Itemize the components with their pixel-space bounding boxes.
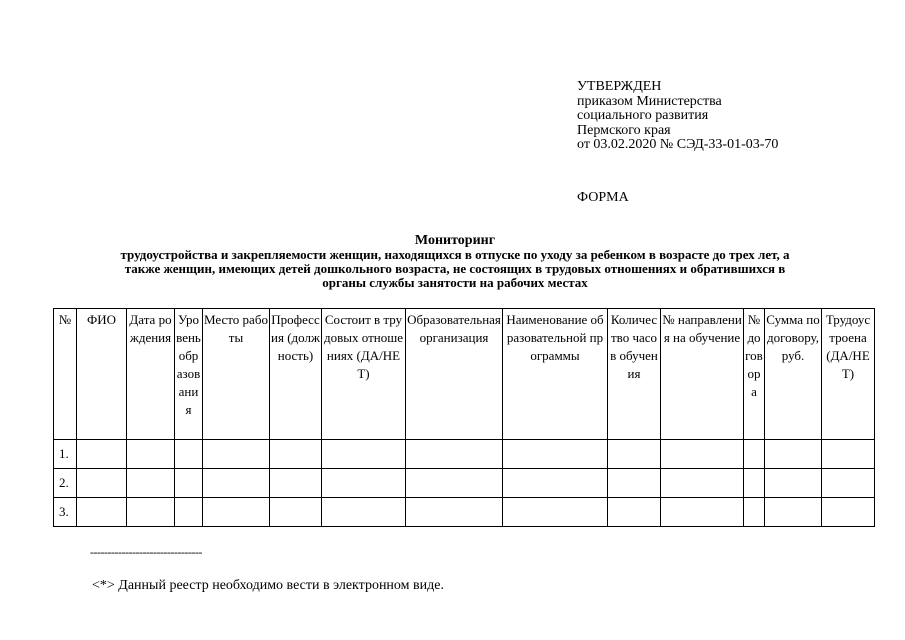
col-header-referral-number: № направления на обучение — [661, 309, 744, 440]
table-cell — [127, 440, 175, 469]
table-cell — [822, 469, 875, 498]
approval-block — [577, 80, 778, 153]
title-line-1: трудоустройства и закрепляемости женщин, находящихся в отпуске по уходу за ребенком в возрасте до трех лет, а — [120, 247, 790, 262]
table-cell — [744, 440, 765, 469]
table-cell — [608, 440, 661, 469]
table-cell — [661, 440, 744, 469]
table-cell — [175, 440, 203, 469]
row-number: 2. — [54, 469, 77, 498]
table-cell — [503, 498, 608, 527]
col-header-hours: Количество часов обучения — [608, 309, 661, 440]
table-cell — [765, 440, 822, 469]
table-cell — [322, 440, 406, 469]
footnote-text: <*> Данный реестр необходимо вести в электронном виде. — [92, 578, 444, 593]
table-row — [54, 469, 875, 498]
col-header-profession: Профессия (должность) — [270, 309, 322, 440]
table-cell — [822, 498, 875, 527]
col-header-program-name: Наименование образовательной программы — [503, 309, 608, 440]
col-header-workplace: Место работы — [203, 309, 270, 440]
title-line-2: также женщин, имеющих детей дошкольного возраста, не состоящих в трудовых отношениях и обратившихся в — [124, 261, 786, 276]
col-header-birth-date: Дата рождения — [127, 309, 175, 440]
monitoring-table — [53, 308, 875, 527]
table-cell — [77, 440, 127, 469]
approval-ministry-line: социального развития — [577, 108, 709, 123]
table-cell — [127, 469, 175, 498]
table-cell — [406, 498, 503, 527]
form-label: ФОРМА — [577, 190, 629, 205]
row-number: 3. — [54, 498, 77, 527]
table-cell — [175, 498, 203, 527]
table-cell — [661, 469, 744, 498]
table-cell — [270, 440, 322, 469]
table-cell — [77, 469, 127, 498]
table-cell — [203, 498, 270, 527]
col-header-fio: ФИО — [77, 309, 127, 440]
table-cell — [744, 469, 765, 498]
col-header-number: № — [54, 309, 77, 440]
table-cell — [765, 469, 822, 498]
table-cell — [608, 498, 661, 527]
col-header-education-level: Уровень образования — [175, 309, 203, 440]
table-cell — [765, 498, 822, 527]
table-cell — [322, 469, 406, 498]
document-title — [40, 234, 870, 290]
title-line-3: органы службы занятости на рабочих местах — [322, 275, 588, 290]
table-cell — [822, 440, 875, 469]
table-cell — [503, 469, 608, 498]
table-header-row — [54, 309, 875, 440]
table-cell — [203, 440, 270, 469]
approval-date-number: от 03.02.2020 № СЭД-33-01-03-70 — [577, 137, 779, 152]
table-row — [54, 498, 875, 527]
approval-order-line: приказом Министерства — [577, 93, 722, 109]
col-header-employed: Состоит в трудовых отношениях (ДА/НЕТ) — [322, 309, 406, 440]
col-header-employed-after: Трудоустроена (ДА/НЕТ) — [822, 309, 875, 440]
row-number: 1. — [54, 440, 77, 469]
table-cell — [322, 498, 406, 527]
col-header-contract-number: № договора — [744, 309, 765, 440]
table-cell — [203, 469, 270, 498]
title-heading: Мониторинг — [414, 233, 496, 248]
table-cell — [270, 469, 322, 498]
table-cell — [175, 469, 203, 498]
table-row — [54, 440, 875, 469]
approval-title: УТВЕРЖДЕН — [577, 79, 662, 94]
table-cell — [77, 498, 127, 527]
table-cell — [661, 498, 744, 527]
table-cell — [406, 469, 503, 498]
footnote-separator: -------------------------------- — [90, 545, 202, 559]
col-header-contract-sum: Сумма по договору, руб. — [765, 309, 822, 440]
table-cell — [406, 440, 503, 469]
col-header-edu-organization: Образовательная организация — [406, 309, 503, 440]
table-cell — [270, 498, 322, 527]
approval-region-line: Пермского края — [577, 122, 671, 138]
table-cell — [744, 498, 765, 527]
table-cell — [127, 498, 175, 527]
table-cell — [503, 440, 608, 469]
table-cell — [608, 469, 661, 498]
